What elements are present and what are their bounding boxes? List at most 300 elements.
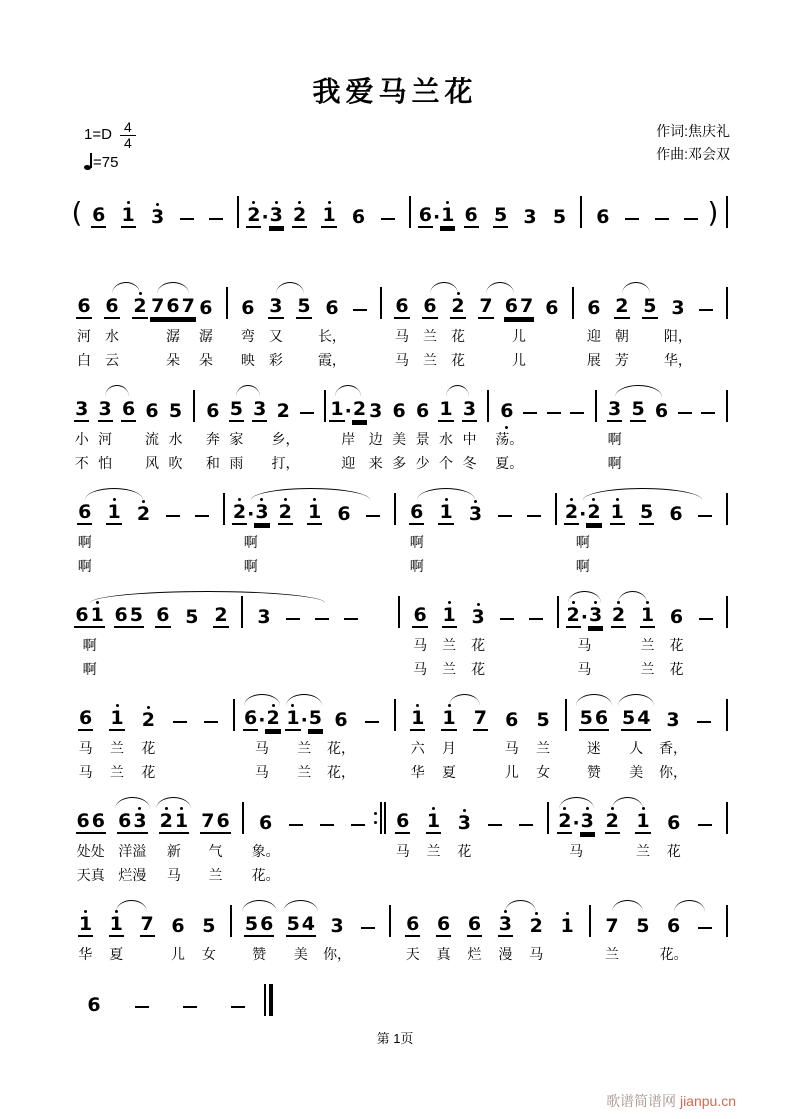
- lyric-verse2: [519, 451, 542, 475]
- note-cell: [388, 485, 402, 578]
- lyric-verse2: [373, 863, 387, 887]
- note-cell: 6: [148, 588, 177, 681]
- note-cell: [217, 485, 231, 578]
- music-line: [70, 485, 734, 578]
- lyric-verse1: [353, 942, 384, 966]
- lyric-verse1: [99, 530, 128, 554]
- lyric-verse1: 水: [168, 431, 183, 447]
- lyric-verse1: 花，: [327, 740, 356, 756]
- note-cell: [359, 485, 388, 578]
- note-cell: [673, 382, 696, 475]
- note-cell: [312, 794, 343, 887]
- lyric-verse2: [346, 348, 374, 372]
- note-cell: 6 花。: [658, 897, 689, 966]
- note-cell: [720, 691, 734, 784]
- lyric-verse1: 马: [78, 740, 93, 756]
- lyric-verse2: [290, 348, 318, 372]
- lyric-verse1: [542, 427, 565, 451]
- note-cell: [720, 897, 734, 966]
- music-line: [70, 588, 734, 681]
- lyric-verse2: 云: [105, 352, 120, 368]
- lyric-verse2: [566, 451, 589, 475]
- lyric-verse2: [493, 657, 522, 681]
- note-cell: 1: [603, 485, 632, 578]
- note-cell: 3: [150, 206, 165, 229]
- note-cell: 2 1 新 马: [153, 794, 195, 887]
- lyric-verse1: [392, 633, 406, 657]
- note-cell: 5 兰 女: [527, 691, 558, 784]
- lyric-verse1: [357, 736, 388, 760]
- lyric-verse2: [658, 863, 689, 887]
- lyric-verse2: [187, 451, 201, 475]
- lyric-verse1: [689, 736, 720, 760]
- lyric-verse1: [520, 530, 549, 554]
- lyric-verse1: 朝: [614, 328, 629, 344]
- note-cell: 6 景 少: [411, 382, 434, 475]
- note-cell: [697, 382, 720, 475]
- lyric-verse2: [661, 554, 690, 578]
- page-number: 第 1页: [376, 1031, 414, 1046]
- note-cell: [493, 588, 522, 681]
- lyric-verse1: [689, 839, 720, 863]
- note-cell: 1 · 2 岸 迎: [332, 382, 364, 475]
- note-cell: [357, 691, 388, 784]
- lyric-verse2: 朵: [198, 352, 213, 368]
- lyric-verse2: [235, 657, 249, 681]
- lyric-verse1: 弯: [240, 328, 255, 344]
- note-cell: 6: [329, 485, 358, 578]
- note-cell: 3 阳， 华，: [664, 279, 692, 372]
- lyric-verse2: [691, 657, 720, 681]
- lyric-verse1: [343, 839, 374, 863]
- note-cell: [295, 382, 318, 475]
- lyric-verse2: [248, 451, 271, 475]
- quarter-note-icon: [84, 165, 91, 170]
- lyric-verse1: 真: [436, 946, 451, 962]
- intro-paren: ): [707, 196, 719, 229]
- note-cell: [574, 188, 588, 233]
- note-cell: 2 · 2 啊 啊: [563, 485, 603, 578]
- lyric-verse1: [148, 633, 177, 657]
- note-cell: 5 4 美: [280, 897, 322, 966]
- lyric-verse1: 小: [74, 431, 89, 447]
- lyric-verse2: [697, 451, 720, 475]
- note-cell: [220, 279, 234, 372]
- note-cell: 1 兰: [628, 794, 659, 887]
- time-signature: [120, 120, 136, 150]
- lyric-verse2: 夏。: [495, 455, 524, 471]
- note-cell: [373, 188, 402, 233]
- note-cell: 6 象。 花。: [250, 794, 281, 887]
- watermark-link[interactable]: jianpu.cn: [679, 1093, 736, 1109]
- lyric-verse2: [559, 760, 573, 784]
- note-cell: 2 · 3 啊 啊: [231, 485, 271, 578]
- note-cell: 6 真: [428, 897, 459, 966]
- note-cell: [720, 588, 734, 681]
- lyric-verse2: 女: [536, 764, 551, 780]
- lyric-verse1: 马: [254, 740, 269, 756]
- note-cell: 6 花: [658, 794, 689, 887]
- lyric-verse2: 华，: [663, 352, 692, 368]
- note-cell: [689, 897, 720, 966]
- note-cell: 3 你，: [322, 897, 353, 966]
- note-cell: 6: [538, 279, 566, 372]
- lyric-verse1: 啊: [409, 534, 424, 550]
- lyric-verse1: [132, 942, 163, 966]
- lyric-verse1: [636, 324, 664, 348]
- note-cell: 2 乡， 打，: [272, 382, 295, 475]
- note-cell: 2 朝 芳: [608, 279, 636, 372]
- lyric-verse1: [359, 530, 388, 554]
- music-line: [70, 382, 734, 475]
- lyric-verse2: [720, 863, 734, 887]
- lyric-verse2: [388, 760, 402, 784]
- lyric-verse1: 中: [462, 431, 477, 447]
- credits: [656, 120, 730, 166]
- lyric-verse1: 兰: [442, 637, 457, 653]
- note-cell: [618, 188, 647, 233]
- lyric-verse2: [603, 554, 632, 578]
- lyric-verse1: [566, 324, 580, 348]
- lyric-verse2: 儿: [511, 352, 526, 368]
- lyric-verse2: [689, 863, 720, 887]
- note-cell: 5: [626, 382, 649, 475]
- lyric-verse1: 马: [577, 637, 592, 653]
- lyric-verse2: 兰: [422, 352, 437, 368]
- note-cell: [172, 188, 201, 233]
- lyric-verse1: [129, 530, 158, 554]
- lyric-verse1: [388, 530, 402, 554]
- lyric-verse2: 花。: [251, 867, 280, 883]
- note-cell: [236, 794, 250, 887]
- note-cell: [589, 382, 603, 475]
- lyric-verse2: [387, 863, 418, 887]
- note-cell: [281, 794, 312, 887]
- note-cell: [549, 485, 563, 578]
- note-cell: 1 水 个: [434, 382, 457, 475]
- note-cell: 1: [99, 485, 128, 578]
- score: [70, 188, 734, 1021]
- note-cell: 2: [604, 588, 633, 681]
- lyric-verse2: 兰: [208, 867, 223, 883]
- note-cell: [188, 485, 217, 578]
- note-cell: 6 迎 展: [580, 279, 608, 372]
- lyric-verse1: [383, 942, 397, 966]
- note-cell: [541, 794, 555, 887]
- lyric-verse2: [650, 451, 673, 475]
- lyric-verse1: [552, 942, 583, 966]
- lyric-verse1: 啊: [77, 534, 92, 550]
- note-cell: 6 · 1: [418, 204, 455, 229]
- lyric-verse2: 美: [629, 764, 644, 780]
- note-cell: 6 兰 兰: [416, 279, 444, 372]
- lyric-verse1: 潺: [165, 328, 180, 344]
- lyric-verse2: [481, 451, 495, 475]
- lyric-verse1: 烂: [467, 946, 482, 962]
- lyric-verse2: 花: [451, 352, 465, 368]
- note-cell: 1: [121, 204, 135, 227]
- note-cell: 6 花， 花，: [325, 691, 356, 784]
- music-line: [70, 188, 734, 233]
- lyric-verse2: [449, 863, 480, 887]
- lyric-verse1: 啊: [243, 534, 258, 550]
- lyric-verse2: 兰: [640, 661, 655, 677]
- note-cell: 2: [206, 588, 235, 681]
- note-cell: [720, 794, 734, 887]
- note-cell: 2 花 花: [133, 691, 164, 784]
- lyric-verse1: 马: [569, 843, 584, 859]
- lyric-verse2: 冬: [462, 455, 477, 471]
- note-cell: 1 六 华: [402, 691, 433, 784]
- lyric-verse2: [220, 348, 234, 372]
- lyric-verse1: 荡。: [495, 431, 524, 447]
- note-cell: 6: [117, 382, 140, 475]
- lyric-verse1: [117, 427, 140, 451]
- note-cell: 6 啊 啊: [402, 485, 431, 578]
- lyric-verse1: 花: [451, 328, 465, 344]
- lyric-verse2: [538, 348, 566, 372]
- lyric-verse2: 展: [586, 352, 601, 368]
- note-cell: 6 马 马: [388, 279, 416, 372]
- lyric-verse2: [318, 451, 332, 475]
- lyric-verse1: 花。: [659, 946, 688, 962]
- lyric-verse1: [337, 633, 366, 657]
- lyric-verse2: 打，: [271, 455, 300, 471]
- lyric-verse2: 啊: [77, 558, 92, 574]
- lyric-verse1: [472, 324, 500, 348]
- lyric-verse1: [519, 427, 542, 451]
- lyric-verse1: 花: [471, 637, 486, 653]
- lyric-verse2: 马: [413, 661, 428, 677]
- lyric-verse1: 兰: [536, 740, 551, 756]
- note-cell: 6: [464, 204, 478, 227]
- note-cell: 6 潺 朵: [192, 279, 220, 372]
- note-cell: 3: [248, 382, 271, 475]
- lyric-verse2: 马: [166, 867, 181, 883]
- lyric-verse1: [373, 839, 387, 863]
- note-cell: 6: [87, 994, 101, 1017]
- lyric-verse2: [541, 863, 555, 887]
- note-cell: 2 马: [521, 897, 552, 966]
- note-cell: [308, 588, 337, 681]
- note-cell: 1 夏: [101, 897, 132, 966]
- intro-paren: (: [71, 196, 83, 229]
- lyric-verse1: 花: [669, 637, 684, 653]
- lyric-verse1: [109, 633, 148, 657]
- note-cell: 6 啊 啊: [70, 485, 99, 578]
- lyric-verse2: [366, 657, 392, 681]
- note-cell: [374, 279, 388, 372]
- lyric-verse2: 芳: [614, 352, 629, 368]
- note-cell: [566, 279, 580, 372]
- lyric-verse2: 啊: [607, 455, 622, 471]
- lyric-verse2: [465, 760, 496, 784]
- note-cell: [187, 382, 201, 475]
- note-cell: [202, 188, 231, 233]
- lyric-verse1: [312, 839, 343, 863]
- lyric-verse2: 花，: [327, 764, 356, 780]
- note-cell: 3 漫: [490, 897, 521, 966]
- lyric-verse2: 烂漫: [118, 867, 147, 883]
- lyric-verse1: [627, 942, 658, 966]
- lyric-verse2: [689, 760, 720, 784]
- lyric-verse2: [511, 863, 542, 887]
- lyric-verse1: 儿: [171, 946, 185, 962]
- note-cell: 1 月 夏: [433, 691, 464, 784]
- lyric-verse1: [632, 530, 661, 554]
- note-cell: [490, 485, 519, 578]
- lyric-verse1: [720, 839, 734, 863]
- lyric-verse2: 个: [439, 455, 454, 471]
- note-cell: 7: [472, 279, 500, 372]
- lyric-verse2: 兰: [110, 764, 125, 780]
- lyric-verse1: [522, 633, 551, 657]
- lyric-verse1: [366, 633, 392, 657]
- lyric-verse1: [673, 427, 696, 451]
- note-cell: 3 又 彩: [262, 279, 290, 372]
- lyric-verse2: [343, 863, 374, 887]
- note-cell: [70, 188, 84, 233]
- lyric-verse1: [691, 633, 720, 657]
- lyric-verse2: [720, 451, 734, 475]
- lyric-verse1: 兰: [297, 740, 312, 756]
- note-cell: 3 边 来: [364, 382, 387, 475]
- lyric-verse1: 处处: [76, 843, 105, 859]
- note-cell: [520, 485, 549, 578]
- note-cell: 6 天: [397, 897, 428, 966]
- note-cell: [224, 897, 238, 966]
- lyric-verse1: 啊: [575, 534, 590, 550]
- note-cell: [353, 897, 384, 966]
- lyric-verse1: 新: [166, 843, 181, 859]
- note-cell: [118, 976, 166, 1021]
- lyric-verse2: [236, 863, 250, 887]
- note-cell: 6: [661, 485, 690, 578]
- note-cell: [166, 976, 214, 1021]
- lyric-verse1: [465, 736, 496, 760]
- note-cell: 2 花 花: [444, 279, 472, 372]
- lyric-verse1: [224, 942, 238, 966]
- lyric-verse1: [720, 736, 734, 760]
- lyric-verse1: [720, 633, 734, 657]
- lyric-verse1: 美: [392, 431, 407, 447]
- note-cell: [511, 794, 542, 887]
- note-cell: [519, 382, 542, 475]
- lyric-verse1: [188, 530, 217, 554]
- music-line: [70, 976, 276, 1021]
- time-signature-top: 4: [120, 120, 136, 136]
- note-cell: [551, 588, 565, 681]
- lyric-verse2: 和: [205, 455, 220, 471]
- lyric-verse1: 天: [405, 946, 420, 962]
- lyric-verse2: [480, 863, 511, 887]
- lyric-verse2: 啊: [575, 558, 590, 574]
- watermark: [606, 1091, 736, 1111]
- note-cell: [262, 976, 276, 1021]
- lyric-verse1: [248, 427, 271, 451]
- note-cell: [480, 794, 511, 887]
- lyric-verse2: [632, 554, 661, 578]
- lyric-verse1: [300, 530, 329, 554]
- lyric-verse2: 花: [141, 764, 156, 780]
- lyric-verse1: [271, 530, 300, 554]
- note-cell: 3 啊 啊: [603, 382, 626, 475]
- note-cell: [542, 382, 565, 475]
- lyric-verse2: 兰: [297, 764, 312, 780]
- note-cell: 6 美 多: [387, 382, 410, 475]
- note-cell: 6: [351, 206, 366, 229]
- note-cell: [689, 794, 720, 887]
- lyric-verse2: [329, 554, 358, 578]
- lyric-verse1: [388, 736, 402, 760]
- lyric-verse1: [374, 324, 388, 348]
- note-cell: 6 弯 映: [234, 279, 262, 372]
- lyric-verse1: [551, 633, 565, 657]
- lyric-verse1: [720, 942, 734, 966]
- lyric-verse1: 河: [77, 328, 91, 344]
- lyric-verse2: [249, 657, 278, 681]
- note-cell: [383, 897, 397, 966]
- note-cell: 5: [493, 204, 508, 227]
- note-cell: [231, 188, 245, 233]
- note-cell: 7 兰: [597, 897, 628, 966]
- note-cell: 3: [461, 485, 490, 578]
- lyric-verse2: 彩: [268, 352, 283, 368]
- lyric-verse1: 赞: [252, 946, 267, 962]
- lyric-verse2: 朵: [165, 352, 180, 368]
- note-cell: [346, 279, 374, 372]
- lyric-verse2: [692, 348, 720, 372]
- lyric-verse2: [206, 657, 235, 681]
- lyric-verse1: 岸: [341, 431, 356, 447]
- lyric-verse1: [177, 633, 206, 657]
- note-cell: [195, 691, 226, 784]
- lyric-verse1: 景: [415, 431, 430, 447]
- lyric-verse2: [628, 863, 659, 887]
- repeat-sign: [374, 802, 386, 834]
- lyric-verse2: 马: [78, 764, 93, 780]
- note-cell: 6 马 马: [70, 691, 101, 784]
- note-cell: 5: [632, 485, 661, 578]
- lyric-verse2: [549, 554, 563, 578]
- lyric-verse1: [281, 839, 312, 863]
- note-cell: 6 流 风: [140, 382, 163, 475]
- lyric-verse1: 兰: [604, 946, 619, 962]
- meta-row: [84, 120, 730, 182]
- lyric-verse2: [461, 554, 490, 578]
- lyric-verse2: [720, 760, 734, 784]
- lyric-verse2: [604, 657, 633, 681]
- lyric-verse1: 兰: [426, 843, 441, 859]
- lyric-verse2: 啊: [243, 558, 258, 574]
- lyric-verse2: [295, 451, 318, 475]
- lyric-verse1: 啊: [82, 637, 97, 653]
- lyric-verse1: 河: [98, 431, 113, 447]
- lyric-verse1: 迷: [586, 740, 601, 756]
- note-cell: [235, 588, 249, 681]
- lyric-verse2: 儿: [504, 764, 519, 780]
- lyric-verse2: [337, 657, 366, 681]
- lyric-verse1: [158, 530, 187, 554]
- note-cell: 6 儿: [163, 897, 194, 966]
- music-line: [70, 279, 734, 372]
- lyric-verse1: [329, 530, 358, 554]
- note-cell: 5: [636, 279, 664, 372]
- note-cell: 5: [627, 897, 658, 966]
- tempo-value: =75: [93, 154, 119, 172]
- lyric-verse2: 霞，: [317, 352, 346, 368]
- note-cell: 5: [290, 279, 318, 372]
